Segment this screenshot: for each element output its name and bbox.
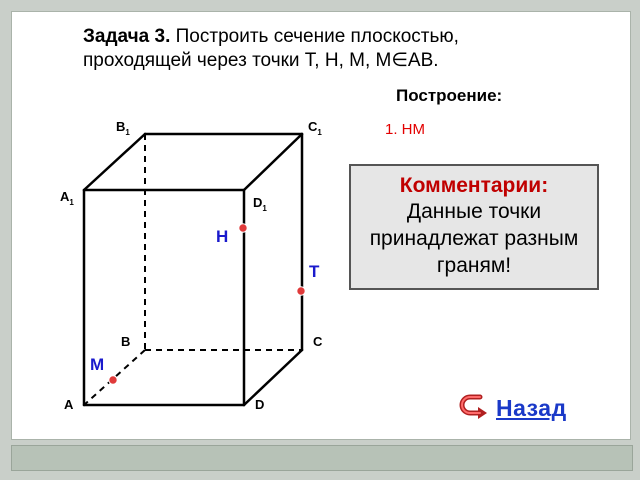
vertex-label-c1: $C_1$ xyxy=(308,119,322,137)
construction-step-1: 1. HM xyxy=(385,121,426,138)
vertex-label-a: A xyxy=(64,397,74,412)
point-t xyxy=(297,287,305,295)
vertex-label-c: C xyxy=(313,334,323,349)
task-text: Построить сечение плоскостью, проходящей через точки T, H, M, M∈AB. xyxy=(83,26,459,71)
point-label-h: H xyxy=(216,227,229,246)
comment-title: Комментарии: xyxy=(399,174,549,197)
edge-c-d xyxy=(244,350,302,405)
comment-text: Данные точки принадлежат разным граням! xyxy=(369,200,579,277)
vertex-label-d1: $D_1$ xyxy=(253,195,267,213)
point-h xyxy=(239,224,247,232)
edge-c1-d1 xyxy=(244,134,302,190)
vertex-label-a1: $A_1$ xyxy=(60,189,74,207)
back-button[interactable] xyxy=(458,393,567,423)
u-turn-arrow-icon xyxy=(458,393,490,423)
vertex-label-b: B xyxy=(121,334,131,349)
vertex-label-d: D xyxy=(255,397,265,412)
construction-title: Построение: xyxy=(396,86,503,105)
point-label-m: M xyxy=(90,355,105,374)
vertex-label-b1: $B_1$ xyxy=(116,119,130,137)
task-label: Задача 3. xyxy=(83,26,171,47)
edge-b1-a1 xyxy=(84,134,145,190)
back-label[interactable]: Назад xyxy=(496,394,567,421)
point-label-t: T xyxy=(309,262,320,281)
point-m xyxy=(109,376,117,384)
